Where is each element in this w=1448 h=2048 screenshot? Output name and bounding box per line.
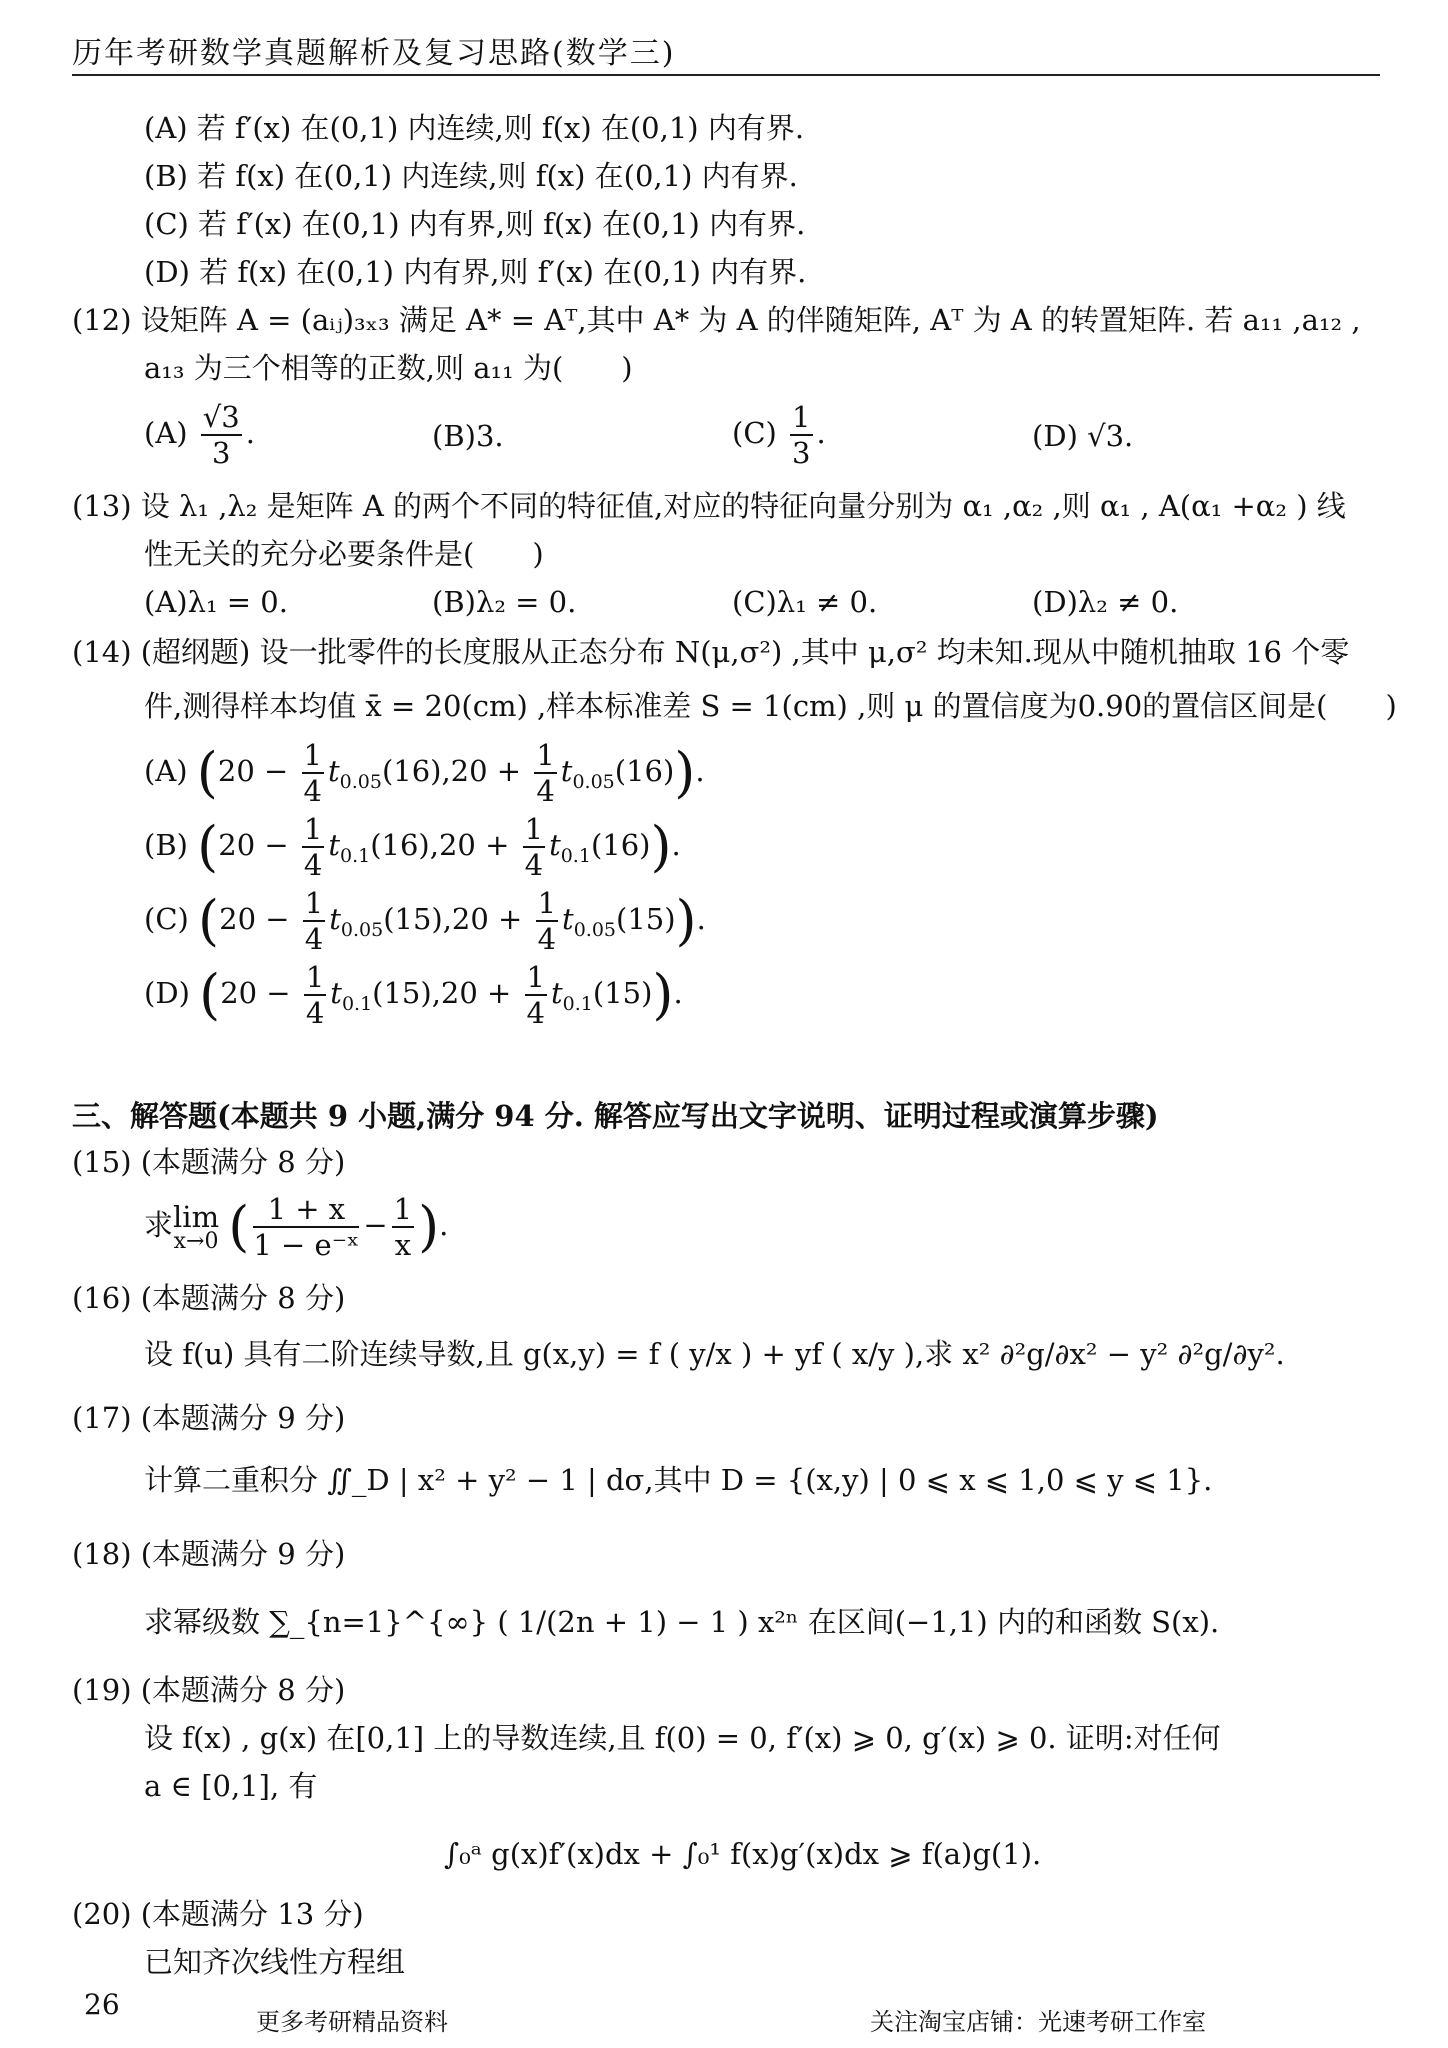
q11-option-a: (A) 若 f′(x) 在(0,1) 内连续,则 f(x) 在(0,1) 内有界. <box>144 111 805 145</box>
header-rule <box>72 74 1380 76</box>
fraction: $\frac{1}{4}$ <box>304 886 324 956</box>
fraction: $\frac{1}{3}$ <box>792 400 811 470</box>
q18-title: (18) (本题满分 9 分) <box>72 1537 346 1571</box>
q13-option-a: (A)λ₁ = 0. <box>144 585 288 619</box>
q12-option-b: (B)3. <box>432 419 504 453</box>
q19-inequality: ∫₀ᵃ g(x)f′(x)dx + ∫₀¹ f(x)g′(x)dx ⩾ f(a)g(1). <box>444 1837 1042 1871</box>
running-header: 历年考研数学真题解析及复习思路(数学三) <box>72 36 676 71</box>
q20-title: (20) (本题满分 13 分) <box>72 1897 364 1931</box>
fraction: $\frac{1 + x}{\text{1 − e⁻ˣ}}$ <box>253 1192 360 1262</box>
fraction: $\frac{1}{4}$ <box>536 738 555 808</box>
footer-left: 更多考研精品资料 <box>256 2008 448 2036</box>
fraction: $\frac{1}{4}$ <box>524 812 544 882</box>
q13-stem-line1: (13) 设 λ₁ ,λ₂ 是矩阵 A 的两个不同的特征值,对应的特征向量分别为 α₁ ,α₂ ,则 α₁ , A(α₁ +α₂ ) 线 <box>72 489 1346 523</box>
fraction: $\frac{√3}{3}$ <box>202 400 240 470</box>
fraction: $\frac{1}{4}$ <box>526 960 545 1030</box>
q11-option-d: (D) 若 f(x) 在(0,1) 内有界,则 f′(x) 在(0,1) 内有界. <box>144 255 807 289</box>
q14-stem-line2: 件,测得样本均值 x̄ = 20(cm) ,样本标准差 S = 1(cm) ,则 μ 的置信度为0.90的置信区间是( ) <box>144 689 1397 723</box>
q13-stem-line2: 性无关的充分必要条件是( ) <box>144 537 544 571</box>
q14-option-c: (C) (20 − $\frac{1}{4}$ $t_{0.05}(15),20$ + $\frac{1}{4}$ $t_{0.05}(15)$). <box>144 886 706 956</box>
fraction: $\frac{1}{4}$ <box>305 960 325 1030</box>
q19-stem-line1: 设 f(x) , g(x) 在[0,1] 上的导数连续,且 f(0) = 0, f′(x) ⩾ 0, g′(x) ⩾ 0. 证明:对任何 <box>144 1721 1221 1755</box>
q20-stem: 已知齐次线性方程组 <box>144 1945 406 1979</box>
q14-option-b: (B) (20 − $\frac{1}{4}$ $t_{0.1}(16),20$ + $\frac{1}{4}$ $t_{0.1}(16)$). <box>144 812 681 882</box>
section-heading: 三、解答题(本题共 9 小题,满分 94 分. 解答应写出文字说明、证明过程或演算步骤) <box>72 1099 1159 1133</box>
q12-stem-line1: (12) 设矩阵 A = (aᵢⱼ)₃ₓ₃ 满足 A* = Aᵀ,其中 A* 为 A 的伴随矩阵, Aᵀ 为 A 的转置矩阵. 若 a₁₁ ,a₁₂ , <box>72 303 1361 337</box>
q13-option-d: (D)λ₂ ≠ 0. <box>1032 585 1179 619</box>
q14-stem-line1: (14) (超纲题) 设一批零件的长度服从正态分布 N(μ,σ²) ,其中 μ,σ² 均未知.现从中随机抽取 16 个零 <box>72 635 1350 669</box>
fraction: $\frac{1}{4}$ <box>303 812 323 882</box>
q13-option-b: (B)λ₂ = 0. <box>432 585 577 619</box>
fraction: $\frac{1}{4}$ <box>303 738 322 808</box>
q12-stem-line2: a₁₃ 为三个相等的正数,则 a₁₁ 为( ) <box>144 351 633 385</box>
q18-stem: 求幂级数 ∑_{n=1}^{∞} ( 1/(2n + 1) − 1 ) x²ⁿ 在区间(−1,1) 内的和函数 S(x). <box>144 1605 1220 1639</box>
q13-option-c: (C)λ₁ ≠ 0. <box>732 585 878 619</box>
q12-option-a: (A) $\frac{√3}{3}$ . <box>144 400 255 470</box>
footer-right: 关注淘宝店铺：光速考研工作室 <box>870 2008 1206 2036</box>
q16-title: (16) (本题满分 8 分) <box>72 1281 346 1315</box>
q14-option-d: (D) (20 − $\frac{1}{4}$ $t_{0.1}(15),20$ + $\frac{1}{4}$ $t_{0.1}(15)$). <box>144 960 683 1030</box>
page-number: 26 <box>84 1988 120 2021</box>
fraction: $\frac{1}{x}$ <box>393 1192 413 1262</box>
q12-option-d: (D) √3. <box>1032 419 1134 453</box>
q11-option-c: (C) 若 f′(x) 在(0,1) 内有界,则 f(x) 在(0,1) 内有界. <box>144 207 806 241</box>
q15-title: (15) (本题满分 8 分) <box>72 1145 346 1179</box>
fraction: $\frac{1}{4}$ <box>537 886 557 956</box>
q16-stem: 设 f(u) 具有二阶连续导数,且 g(x,y) = f ( y/x ) + yf ( x/y ),求 x² ∂²g/∂x² − y² ∂²g/∂y². <box>144 1337 1285 1371</box>
q19-stem-line2: a ∈ [0,1], 有 <box>144 1769 318 1803</box>
q17-title: (17) (本题满分 9 分) <box>72 1401 346 1435</box>
q11-option-b: (B) 若 f(x) 在(0,1) 内连续,则 f(x) 在(0,1) 内有界. <box>144 159 798 193</box>
q19-title: (19) (本题满分 8 分) <box>72 1673 346 1707</box>
q15-formula: 求 lim x→0 ( $\frac{1 + x}{\text{1 − e⁻ˣ}}$ − $\frac{1}{x}$ ). <box>144 1192 449 1262</box>
q14-option-a: (A) (20 − $\frac{1}{4}$ $t_{0.05}(16),20$ + $\frac{1}{4}$ $t_{0.05}(16)$). <box>144 738 705 808</box>
q12-option-c: (C) $\frac{1}{3}$ . <box>732 400 826 470</box>
q17-stem: 计算二重积分 ∬_D | x² + y² − 1 | dσ,其中 D = {(x,y) | 0 ⩽ x ⩽ 1,0 ⩽ y ⩽ 1}. <box>144 1463 1213 1497</box>
